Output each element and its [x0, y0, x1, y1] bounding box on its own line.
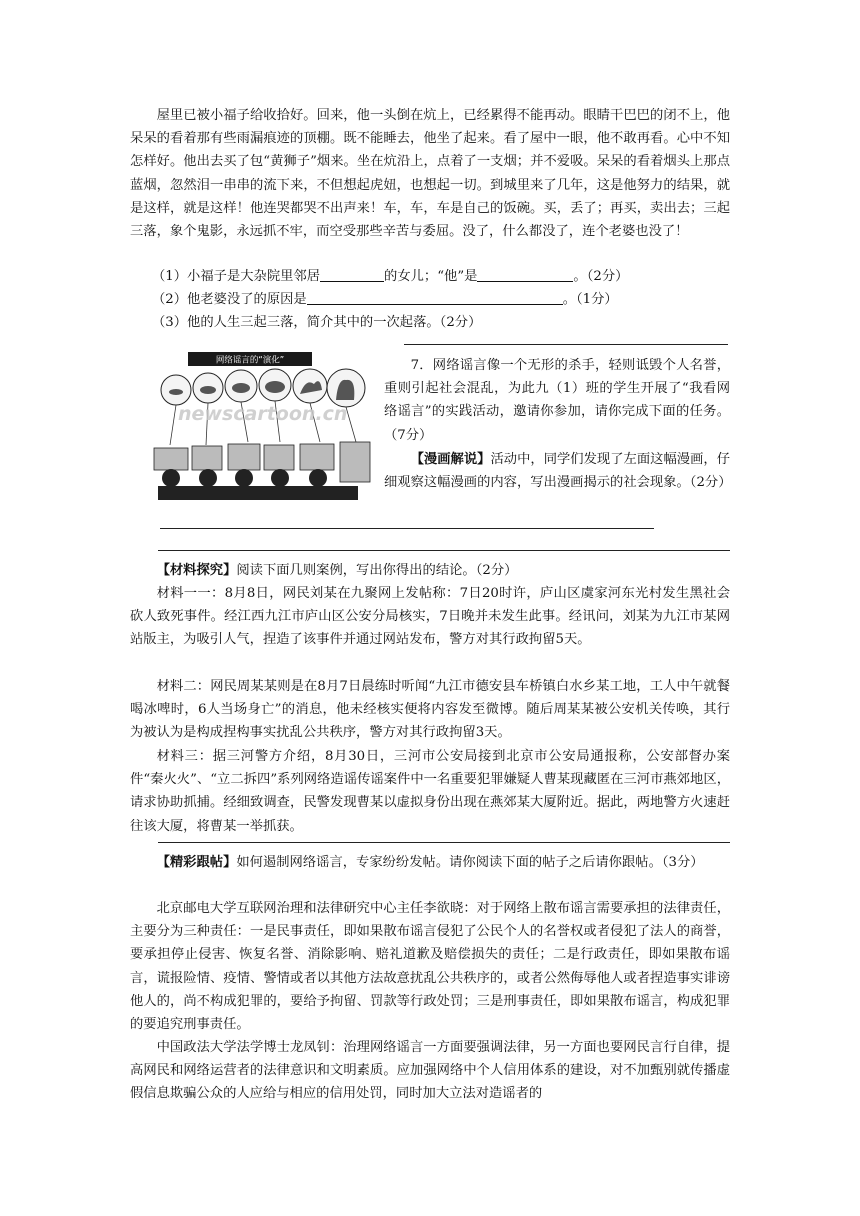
section-divider-1: [158, 550, 730, 551]
q7-manhua: [384, 448, 730, 494]
divider-line: [404, 344, 728, 345]
q7-intro: 7．网络谣言像一个无形的杀手，轻则诋毁个人名誉，重则引起社会混乱，为此九（1）班的学生开展了“我看网络谣言”的实践活动，邀请你参加，请你完成下面的任务。（7分）: [384, 358, 730, 443]
material-2: 材料二：网民周某某则是在8月7日晨练时听闻“九江市德安县车桥镇白水乡某工地，工人中午就餐喝冰啤时，6人当场身亡”的消息，他未经核实便将内容发至微博。随后周某某被公安机关传唤，其行为被认为是构成捏构事实扰乱公共秩序，警方对其行政拘留3天。: [130, 679, 730, 741]
material-label: 【材料探究】: [156, 563, 237, 578]
follow-heading: [130, 851, 730, 874]
material-prompt: 阅读下面几则案例，写出你得出的结论。（2分）: [236, 563, 518, 578]
follow-label: 【精彩跟帖】: [156, 855, 237, 870]
follow-prompt: 如何遏制网络谣言，专家纷纷发帖。请你阅读下面的帖子之后请你跟帖。（3分）: [236, 855, 704, 870]
question-1-part-c: 。（2分）: [573, 269, 629, 284]
question-1-part-b: 的女儿；“他”是: [384, 269, 478, 284]
expert-post-1: 北京邮电大学互联网治理和法律研究中心主任李欲晓：对于网络上散布谣言需要承担的法律责任，主要分为三种责任：一是民事责任，即如果散布谣言侵犯了公民个人的名誉权或者侵犯了法人的商誉，要承担停止侵害、恢复名誉、消除影响、赔礼道歉及赔偿损失的责任；二是行政责任，即如果散布谣言，谎报险情、疫情、警情或者以其他方法故意扰乱公共秩序的，或者公然侮辱他人或者捏造事实诽谤他人的，尚不构成犯罪的，要给予拘留、罚款等行政处罚；三是刑事责任，即如果散布谣言，构成犯罪的要追究刑事责任。: [130, 901, 730, 1033]
material-1: 材料一一：8月8日，网民刘某在九聚网上发帖称：7日20时许，庐山区虞家河东光村发生黑社会砍人致死事件。经江西九江市庐山区公安分局核实，7日晚并未发生此事。经讯问，刘某为九江市某网站版主，为吸引人气，捏造了该事件并通过网站发布，警方对其行政拘留5天。: [130, 586, 730, 648]
cartoon-caption: 网络谣言的“演化”: [215, 355, 285, 366]
manhua-label: 【漫画解说】: [410, 452, 491, 467]
expert-post-2: 中国政法大学法学博士龙凤钊：治理网络谣言一方面要强调法律，另一方面也要网民言行自律，提高网民和网络运营者的法律意识和文明素质。应加强网络中个人信用体系的建设，对不加甄别就传播虚假信息欺骗公众的人应给与相应的信用处罚，同时加大立法对造谣者的: [130, 1040, 730, 1102]
question-2-part-a: （2）他老婆没了的原因是: [152, 292, 307, 307]
material-heading: [130, 559, 730, 582]
answer-line-manhua[interactable]: [160, 528, 654, 529]
answer-blank-3[interactable]: [307, 290, 563, 305]
question-2: [152, 290, 618, 310]
watermark-text: newscartoon.cn: [178, 403, 348, 425]
answer-blank-2[interactable]: [477, 267, 573, 282]
answer-blank-1[interactable]: [320, 267, 384, 282]
question-1: [152, 267, 628, 287]
manhua-text: 活动中，同学们发现了左面这幅漫画，仔细观察这幅漫画的内容，写出漫画揭示的社会现象。（2分）: [384, 452, 732, 491]
question-3: （3）他的人生三起三落，简介其中的一次起落。（2分）: [152, 315, 482, 330]
material-3: 材料三：据三河警方介绍，8月30日，三河市公安局接到北京市公安局通报称，公安部督办案件“秦火火”、“立二拆四”系列网络造谣传谣案件中一名重要犯罪嫌疑人曹某现藏匿在三河市燕郊地区，请求协助抓捕。经细致调查，民警发现曹某以虚拟身份出现在燕郊某大厦附近。据此，两地警方火速赶往该大厦，将曹某一举抓获。: [130, 749, 730, 834]
question-1-part-a: （1）小福子是大杂院里邻居: [152, 269, 321, 284]
section-divider-2: [158, 842, 730, 843]
passage-paragraph: 屋里已被小福子给收拾好。回来，他一头倒在炕上，已经累得不能再动。眼睛干巴巴的闭不上，他呆呆的看着那有些雨漏痕迹的顶棚。既不能睡去，他坐了起来。看了屋中一眼，他不敢再看。心中不知怎样好。他出去买了包“黄狮子”烟来。坐在炕沿上，点着了一支烟；并不爱吸。呆呆的看着烟头上那点蓝烟，忽然泪一串串的流下来，不但想起虎妞，也想起一切。到城里来了几年，这是他努力的结果，就是这样，就是这样！他连哭都哭不出声来！车，车，车是自己的饭碗。买，丢了；再买，卖出去；三起三落，象个鬼影，永远抓不牢，而空受那些辛苦与委屈。没了，什么都没了，连个老婆也没了！: [130, 108, 730, 240]
cartoon-image: [148, 350, 374, 502]
question-2-part-b: 。（1分）: [562, 292, 618, 307]
